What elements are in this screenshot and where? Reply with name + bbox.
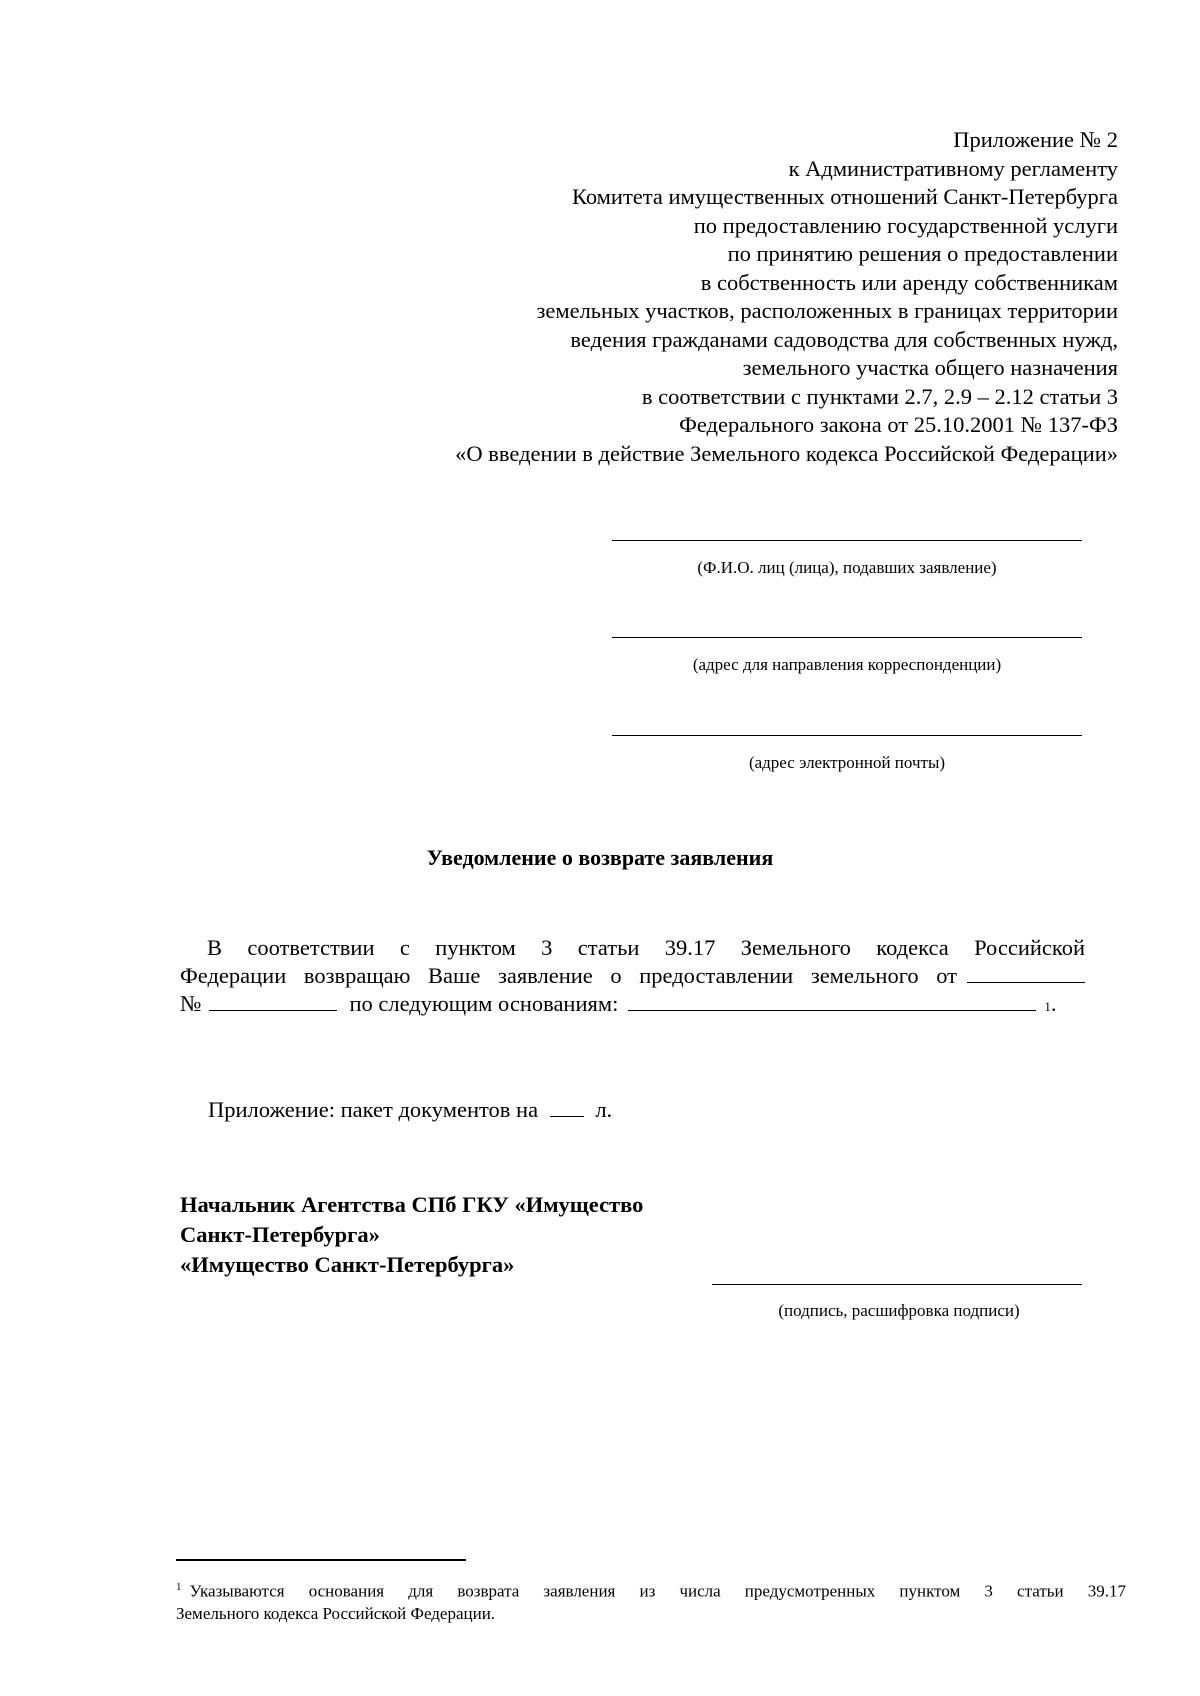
attachment-suffix: л. (595, 1097, 613, 1122)
signer-line: «Имущество Санкт-Петербурга» (180, 1252, 515, 1277)
address-caption: (адрес для направления корреспонденции) (692, 655, 1002, 674)
email-caption: (адрес электронной почты) (748, 753, 946, 772)
header-line: к Административному регламенту (788, 155, 1118, 181)
footnote-separator (176, 1559, 466, 1561)
header-line: по предоставлению государственной услуги (693, 212, 1118, 238)
document-title: Уведомление о возврате заявления (426, 845, 774, 870)
header-line: Приложение № 2 (953, 127, 1118, 152)
email-field[interactable] (612, 735, 1082, 773)
signer-title (180, 1190, 643, 1280)
signer-line: Санкт-Петербурга» (180, 1222, 380, 1247)
footnote-line-2: Земельного кодекса Российской Федерации. (176, 1603, 496, 1623)
footnote-line-1 (176, 1576, 1126, 1603)
signature-field[interactable] (712, 1284, 1082, 1321)
header-line: Комитета имущественных отношений Санкт-Петербурга (571, 184, 1118, 209)
applicant-name-field[interactable] (612, 540, 1082, 578)
signature-caption: (подпись, расшифровка подписи) (778, 1301, 1020, 1320)
pages-count-blank[interactable] (550, 1096, 584, 1117)
grounds-blank[interactable] (628, 990, 1036, 1011)
footnote-mark: 1 (176, 1581, 182, 1593)
address-line[interactable] (612, 637, 1082, 638)
attachment-prefix: Приложение: пакет документов на (208, 1097, 539, 1122)
header-line: ведения гражданами садоводства для собственных нужд, (570, 326, 1118, 352)
body-line-2-text: Федерации возвращаю Ваше заявление о предоставлении земельного от (180, 963, 957, 988)
grounds-label: по следующим основаниям: (349, 991, 619, 1016)
body-line-1: В соответствии с пунктом 3 статьи 39.17 Земельного кодекса Российской (207, 935, 1085, 960)
footnote (176, 1576, 1126, 1625)
footnote-text-1: Указываются основания для возврата заявления из числа предусмотренных пунктом 3 статьи 39.17 (189, 1581, 1126, 1601)
appendix-header (218, 126, 1118, 468)
address-field[interactable] (612, 637, 1082, 675)
header-line: «О введении в действие Земельного кодекса Российской Федерации» (455, 440, 1118, 466)
header-line: по принятию решения о предоставлении (727, 241, 1118, 266)
body-line-2 (180, 962, 1085, 990)
header-line: в собственность или аренду собственникам (700, 269, 1118, 295)
email-line[interactable] (612, 735, 1082, 736)
date-blank[interactable] (967, 962, 1085, 983)
number-blank[interactable] (209, 990, 337, 1011)
signer-line: Начальник Агентства СПб ГКУ «Имущество (180, 1192, 644, 1217)
applicant-name-caption: (Ф.И.О. лиц (лица), подавших заявление) (697, 558, 997, 577)
footnote-reference: 1 (1044, 999, 1051, 1014)
attachment-line (208, 1096, 612, 1123)
number-sign: № (180, 991, 202, 1016)
header-line: Федерального закона от 25.10.2001 № 137-ФЗ (679, 412, 1118, 437)
applicant-name-line[interactable] (612, 540, 1082, 541)
header-line: земельных участков, расположенных в границах территории (536, 298, 1118, 323)
signature-line[interactable] (712, 1284, 1082, 1285)
body-line-3 (180, 990, 1085, 1021)
notice-body (180, 934, 1085, 1021)
header-line: в соответствии с пунктами 2.7, 2.9 – 2.12 статьи 3 (641, 383, 1118, 409)
header-line: земельного участка общего назначения (742, 355, 1118, 380)
line-end-period: . (1050, 991, 1057, 1016)
